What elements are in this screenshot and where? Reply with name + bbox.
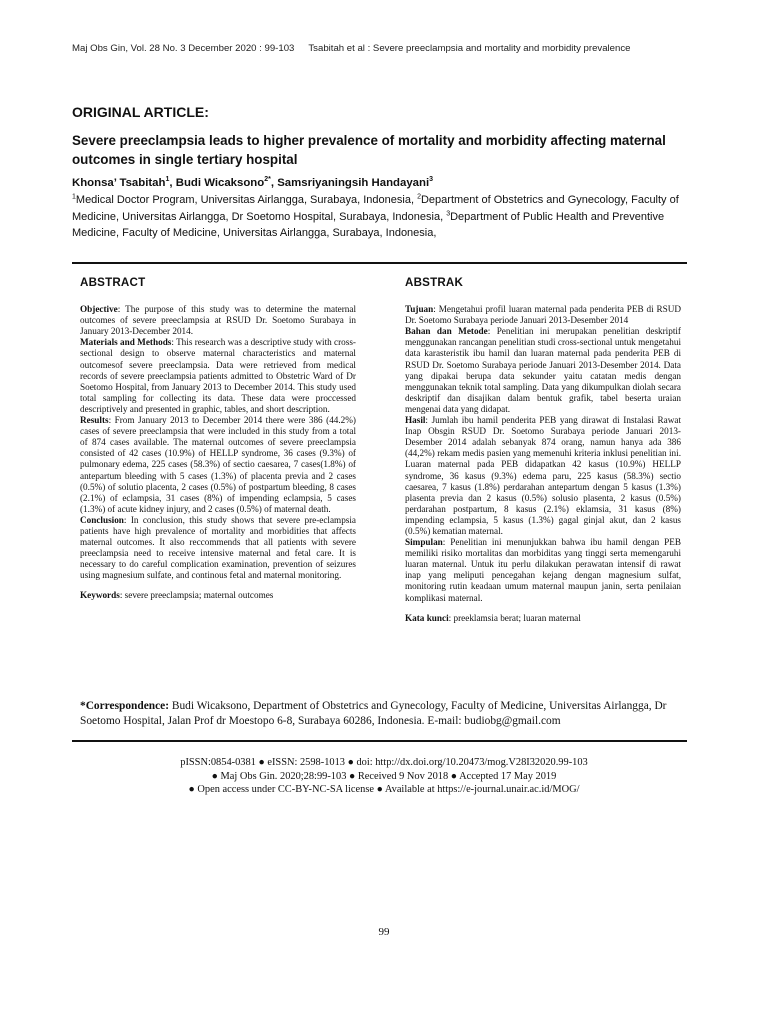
abstract-keywords: [80, 590, 356, 601]
kata-kunci-text: : preeklamsia berat; luaran maternal: [448, 612, 581, 623]
results-label: Results: [80, 415, 109, 426]
simpulan-label: Simpulan: [405, 537, 443, 548]
abstrak-tujuan: [405, 304, 681, 326]
author-sup: 2*: [264, 176, 271, 184]
page-number: 99: [378, 926, 390, 938]
footer-line-identifiers: pISSN:0854-0381 ● eISSN: 2598-1013 ● doi: http://dx.doi.org/10.20473/mog.V28I32020.99-103: [180, 757, 588, 768]
author-sup: 1: [165, 176, 170, 184]
objective-label: Objective: [80, 304, 118, 315]
abstract-results: [80, 415, 356, 515]
affiliation-text: Department of Obstetrics and Gynecology, Faculty of Medicine, Universitas Airlangga, Dr Soetomo Hospital, Surabaya, Indonesia,: [72, 194, 679, 223]
correspondence-label: *Correspondence:: [80, 700, 170, 712]
kata-kunci-label: Kata kunci: [405, 612, 449, 623]
metode-text: : Penelitian ini merupakan penelitian deskriptif menggunakan rancangan penelitian studi cross-sectional untuk mengetahui data karasteristik ibu hamil dan luaran maternal pada penderita PEB di RSUD Dr. Soetomo Surabaya periode Januari 2013-Desember 2014. Data yang dipakai berupa data sekunder yaitu catatan medis dengan menggunakan teknik total sampling. Data yang dikumpulkan diolah secara deskriptif dan disajikan dalam bentuk grafik, tabel beserta uraian mengenai data yang didapat.: [405, 326, 681, 414]
affiliation-sup: 2: [417, 193, 421, 201]
author-name: Budi Wicaksono: [175, 177, 265, 189]
author-list: [72, 177, 696, 189]
abstract-conclusion: [80, 515, 356, 582]
hasil-text: : Jumlah ibu hamil penderita PEB yang dirawat di Instalasi Rawat Inap Obsgin RSUD Dr. Soetomo Surabaya periode Januari 2013-Desember 2014 adalah sebanyak 874 orang, namun hanya ada 386 (44,2%) rekam medis pasien yang memenuhi kriteria inklusi penelitian ini. Luaran maternal pada PEB didapatkan 42 kasus (10.9%) HELLP syndrome, 36 kasus (9.3%) edema paru, 225 kasus (58.3%) sectio caesarea, 7 kasus (1.8%) perdarahan antepartum dengan 5 kasus (1.3%) plasenta previa dan 2 kasus (0.5%) solusio plasenta, 2 kasus (0.5%) perdarahan postpartum, 8 kasus (2.1%) eklamsia, 31 kasus (8%) impending eclampsia, 5 kasus (1.3%) gagal ginjal akut, dan 2 kasus (0.5%) kematian maternal.: [405, 415, 681, 536]
abstract-objective: [80, 304, 356, 337]
abstrak-kata-kunci: [405, 613, 681, 624]
journal-citation: Maj Obs Gin, Vol. 28 No. 3 December 2020 : 99-103: [72, 43, 295, 54]
bottom-divider: [72, 740, 687, 742]
abstract-heading: ABSTRACT: [80, 276, 146, 289]
hasil-label: Hasil: [405, 415, 426, 426]
simpulan-text: : Penelitian ini menunjukkan bahwa ibu hamil dengan PEB memiliki risiko mortalitas dan morbiditas yang tinggi serta memengaruhi luaran maternal. Untuk itu perlu dilakukan perawatan intensif di rawat inap yang meliputi pencegahan kejang dengan magnesium sulfat, monitoring rutin keadaan umum maternal maupun janin, serta penilaian komplikasi maternal.: [405, 537, 681, 603]
conclusion-text: : In conclusion, this study shows that severe pre-eclampsia patients have high prevalence of mortality and morbidities that affects maternal outcomes. It also reccommends that all patients with severe preeclampsia need to receive intensive maternal and fetal care. It is necessary to do careful complication examination, prevention of seizures using magnesium sulfate, and continous fetal and maternal monitoring.: [80, 514, 356, 581]
correspondence-text: Budi Wicaksono, Department of Obstetrics and Gynecology, Faculty of Medicine, Universitas Airlangga, Dr Soetomo Hospital, Jalan Prof dr Moestopo 6-8, Surabaya 60286, Indonesia. E-mail: budiobg@gmail.com: [80, 700, 667, 727]
author-name: Khonsa’ Tsabitah: [72, 177, 166, 189]
abstract-methods: [80, 337, 356, 415]
author-separator: ,: [169, 177, 176, 189]
affiliation-text: Department of Public Health and Preventive Medicine, Faculty of Medicine, Universitas Airlangga, Surabaya, Indonesia,: [72, 210, 665, 239]
author-sup: 3: [429, 176, 434, 184]
tujuan-text: : Mengetahui profil luaran maternal pada penderita PEB di RSUD Dr. Soetomo Surabaya periode Januari 2013-Desember 2014: [405, 304, 681, 326]
correspondence: [80, 699, 680, 729]
conclusion-label: Conclusion: [80, 514, 124, 525]
abstrak-column: [405, 277, 681, 624]
tujuan-label: Tujuan: [405, 304, 434, 315]
short-title: Tsabitah et al : Severe preeclampsia and mortality and morbidity prevalence: [308, 43, 631, 54]
author-name: Samsriyaningsih Handayani: [277, 177, 430, 189]
affiliation-text: Medical Doctor Program, Universitas Airlangga, Surabaya, Indonesia,: [75, 194, 418, 206]
results-text: : From January 2013 to December 2014 there were 386 (44.2%) cases of severe preeclampsia that were included in this study from a total of 874 cases available. The maternal outcomes of severe preeclampsia consisted of 42 cases (10.9%) of HELLP syndrome, 36 cases (9.3%) of pulmonary edema, 225 cases (58.3%) of sectio caesarea, 7 cases(1.8%) of antepartum bleeding with 5 cases (1.3%) of placenta previa and 2 cases (0.5%) of solutio placenta, 2 cases (0.5%) of postpartum bleeding, 8 cases (2.1%) of eclampsia, 31 cases (8%) of impending eclampsia, 5 cases (1.3%) of acute kidney injury, and 2 cases (0.5%) of maternal death.: [80, 415, 356, 514]
methods-text: : This research was a descriptive study with cross-sectional design to observe maternal characteristics and maternal outcomesof severe preeclampsia. Data were retrieved from medical records of severe preeclampsia patients admitted to Obstetric Ward of Dr Soetomo Hospital, from January 2013 to December 2014. This study used total sampling for collecting its data. These data were proccessed descriptively and presented in graphic, tables, and short description.: [80, 337, 356, 414]
top-divider: [72, 262, 687, 264]
objective-text: : The purpose of this study was to determine the maternal outcomes of severe preeclampsia at RSUD Dr. Soetomo Surabaya in January 2013-December 2014.: [80, 304, 356, 337]
footer-line-license: ● Open access under CC-BY-NC-SA license ● Available at https://e-journal.unair.ac.id/MOG/: [188, 784, 580, 796]
keywords-text: : severe preeclampsia; maternal outcomes: [119, 590, 274, 601]
running-head: [72, 43, 696, 54]
abstrak-hasil: [405, 415, 681, 537]
publication-footer: [72, 756, 696, 797]
author-separator: ,: [270, 177, 278, 189]
abstrak-simpulan: [405, 537, 681, 604]
article-title: Severe preeclampsia leads to higher prevalence of mortality and morbidity affecting maternal outcomes in single tertiary hospital: [72, 133, 666, 167]
affiliation-sup: 1: [72, 193, 76, 201]
affiliation-sup: 3: [446, 209, 451, 217]
article-type: ORIGINAL ARTICLE:: [72, 104, 209, 120]
abstract-column: [80, 277, 356, 602]
affiliations: [72, 192, 692, 242]
abstrak-heading: ABSTRAK: [405, 276, 464, 289]
abstrak-metode: [405, 326, 681, 415]
metode-label: Bahan dan Metode: [405, 326, 488, 337]
keywords-label: Keywords: [80, 590, 120, 601]
methods-label: Materials and Methods: [80, 337, 172, 348]
footer-line-dates: ● Maj Obs Gin. 2020;28:99-103 ● Received 9 Nov 2018 ● Accepted 17 May 2019: [211, 770, 557, 782]
